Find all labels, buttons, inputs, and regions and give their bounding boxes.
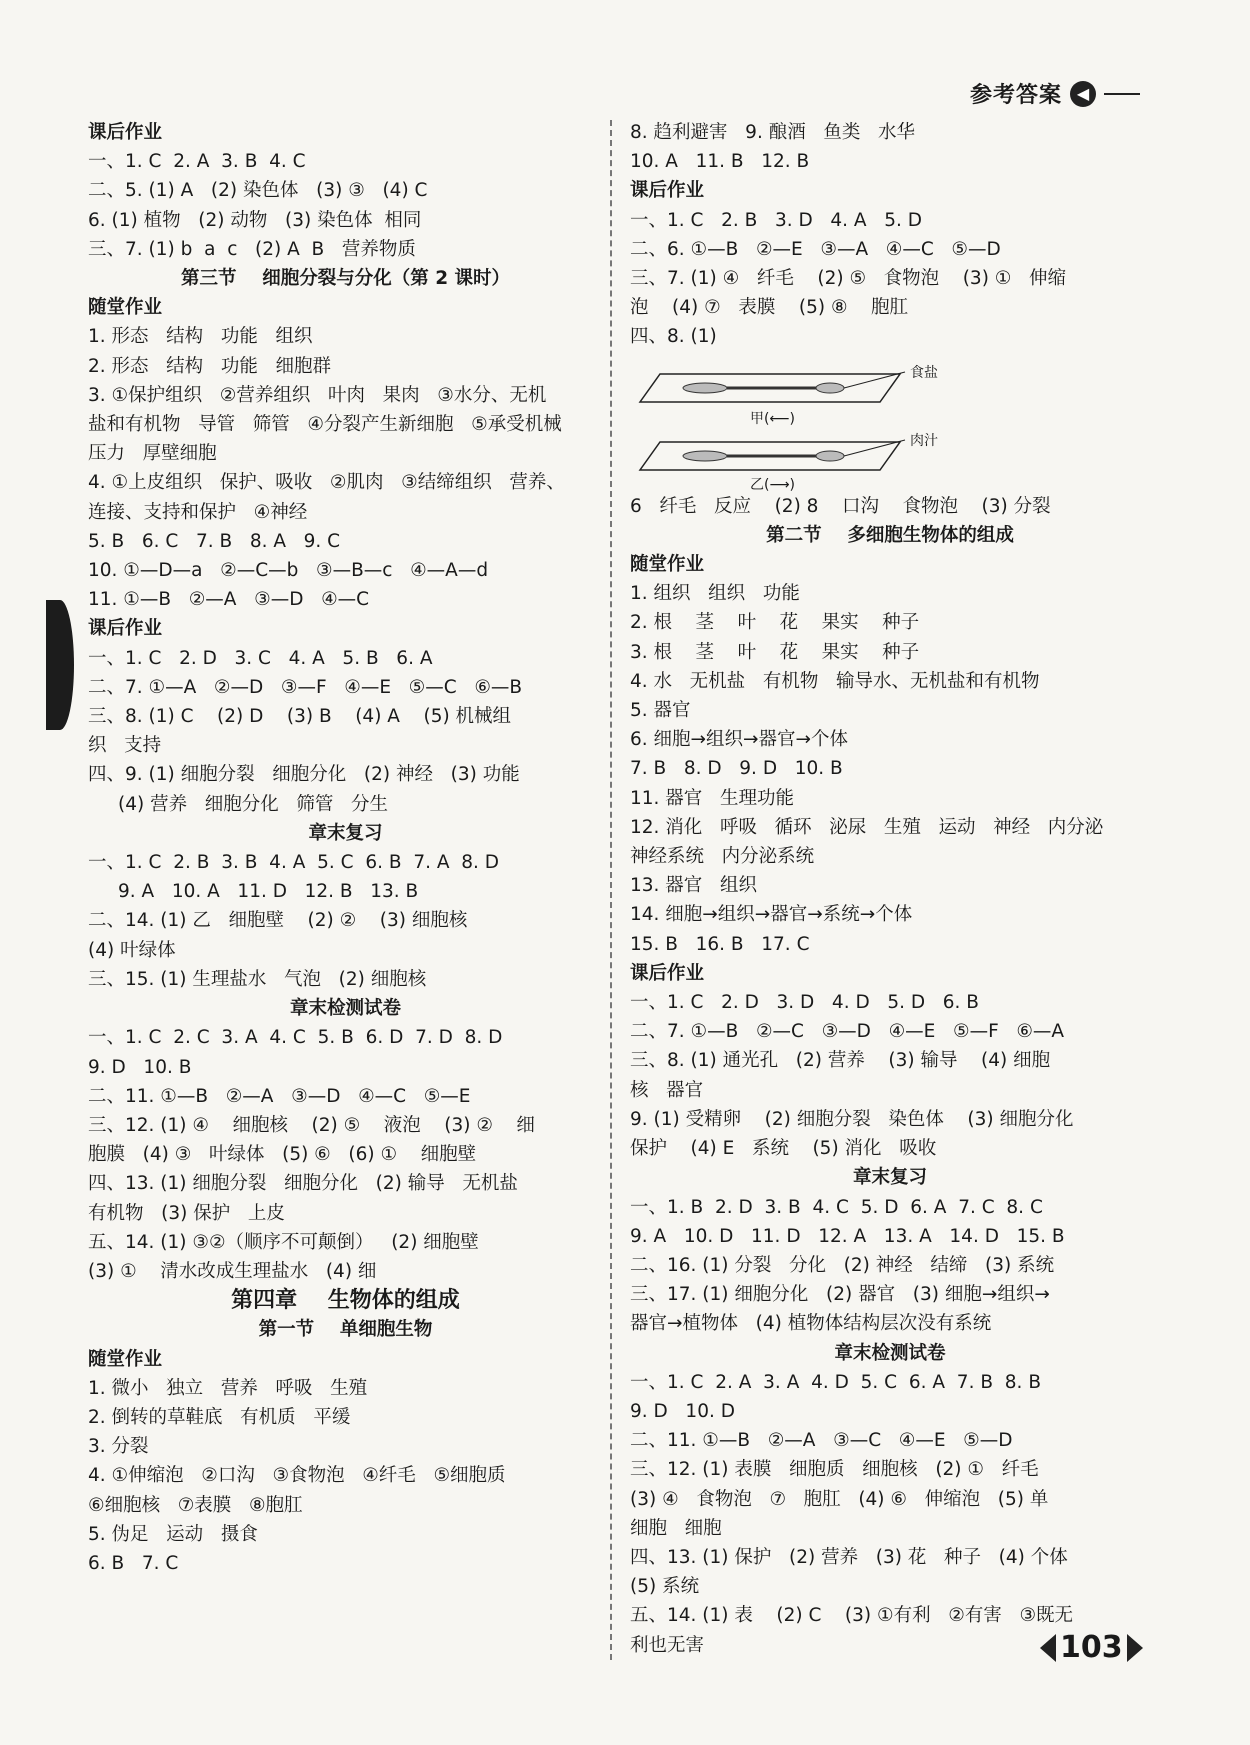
answer-line: ⑥细胞核 ⑦表膜 ⑧胞肛 xyxy=(88,1494,303,1516)
label-salt: 食盐 xyxy=(910,364,938,381)
answer-line: 1. 组织 组织 功能 xyxy=(630,583,800,605)
label-broth: 肉汁 xyxy=(910,432,938,449)
left-column xyxy=(88,118,603,1578)
section-label: 课后作业 xyxy=(88,122,163,143)
answer-line: 9. D 10. B xyxy=(88,1056,192,1078)
answer-line: 三、12. (1) ④ 细胞核 (2) ⑤ 液泡 (3) ② 细 xyxy=(88,1114,535,1136)
right-column-bottom xyxy=(630,492,1150,1660)
answer-line: 7. B 8. D 9. D 10. B xyxy=(630,758,843,780)
answer-line: 3. 根 茎 叶 花 果实 种子 xyxy=(630,641,920,663)
section-heading: 第二节 多细胞生物体的组成 xyxy=(766,524,1014,546)
header-rule xyxy=(1104,93,1140,95)
answer-line: 二、6. ①—B ②—E ③—A ④—C ⑤—D xyxy=(630,238,1001,260)
answer-line: 二、11. ①—B ②—A ③—D ④—C ⑤—E xyxy=(88,1085,471,1107)
section-heading: 第四章 生物体的组成 xyxy=(231,1288,460,1314)
answer-line: 二、7. ①—A ②—D ③—F ④—E ⑤—C ⑥—B xyxy=(88,676,523,698)
answer-line: 4. 水 无机盐 有机物 输导水、无机盐和有机物 xyxy=(630,670,1040,692)
answer-line: (3) ④ 食物泡 ⑦ 胞肛 (4) ⑥ 伸缩泡 (5) 单 xyxy=(630,1488,1049,1510)
section-label: 课后作业 xyxy=(630,962,705,984)
answer-line: 6. 细胞→组织→器官→个体 xyxy=(630,729,849,751)
answer-line: 三、15. (1) 生理盐水 气泡 (2) 细胞核 xyxy=(88,968,427,990)
left-arrow-icon xyxy=(1040,1634,1056,1662)
answer-line: 一、1. C 2. D 3. D 4. D 5. D 6. B xyxy=(630,992,979,1014)
caption-a: 甲(⟵) xyxy=(750,410,795,427)
section-label: 课后作业 xyxy=(88,618,163,640)
answer-line: 一、1. B 2. D 3. B 4. C 5. D 6. A 7. C 8. C xyxy=(630,1196,1043,1218)
answer-line: 4. ①上皮组织 保护、吸收 ②肌肉 ③结缔组织 营养、 xyxy=(88,472,565,494)
answer-line: 一、1. C 2. A 3. A 4. D 5. C 6. A 7. B 8. B xyxy=(630,1371,1042,1393)
answer-line: 5. 伪足 运动 摄食 xyxy=(88,1523,258,1545)
section-label: 随堂作业 xyxy=(88,1348,163,1370)
answer-line: 9. A 10. A 11. D 12. B 13. B xyxy=(118,881,419,903)
answer-line: 1. 微小 独立 营养 呼吸 生殖 xyxy=(88,1377,368,1399)
answer-line: 11. 器官 生理功能 xyxy=(630,787,794,809)
answer-line: 4. ①伸缩泡 ②口沟 ③食物泡 ④纤毛 ⑤细胞质 xyxy=(88,1465,506,1487)
answer-line: 14. 细胞→组织→器官→系统→个体 xyxy=(630,904,913,926)
answer-line: 9. A 10. D 11. D 12. A 13. A 14. D 15. B xyxy=(630,1225,1065,1247)
section-heading: 第一节 单细胞生物 xyxy=(258,1319,433,1341)
answer-line: 二、7. ①—B ②—C ③—D ④—E ⑤—F ⑥—A xyxy=(630,1021,1065,1043)
answer-line: 神经系统 内分泌系统 xyxy=(630,846,815,868)
answer-line: 5. 器官 xyxy=(630,700,691,722)
answer-line: 三、8. (1) C (2) D (3) B (4) A (5) 机械组 xyxy=(88,706,512,728)
answer-line: 13. 器官 组织 xyxy=(630,875,757,897)
page-number-text: 103 xyxy=(1060,1630,1123,1665)
answer-line: 四、13. (1) 保护 (2) 营养 (3) 花 种子 (4) 个体 xyxy=(630,1546,1068,1568)
answer-line: 3. 分裂 xyxy=(88,1436,149,1458)
page-header xyxy=(970,78,1140,109)
answer-line: 一、1. C 2. D 3. C 4. A 5. B 6. A xyxy=(88,647,433,669)
answer-line: 织 支持 xyxy=(88,735,162,757)
section-heading: 第三节 细胞分裂与分化（第 2 课时） xyxy=(180,268,511,290)
answer-line: 6. B 7. C xyxy=(88,1552,179,1574)
caption-b: 乙(⟶) xyxy=(750,476,795,493)
answer-line: 三、7. (1) b a c (2) A B 营养物质 xyxy=(88,238,416,260)
binding-shadow xyxy=(46,600,74,730)
answer-line: 9. D 10. D xyxy=(630,1400,735,1422)
answer-line: 2. 根 茎 叶 花 果实 种子 xyxy=(630,612,920,634)
answer-line: 6. (1) 植物 (2) 动物 (3) 染色体 相同 xyxy=(88,209,422,231)
answer-line: 有机物 (3) 保护 上皮 xyxy=(88,1202,285,1224)
slide-diagram xyxy=(630,352,1150,492)
answer-line: 四、8. (1) xyxy=(630,326,717,348)
answer-line: 核 器官 xyxy=(630,1079,704,1101)
answer-line: 2. 形态 结构 功能 细胞群 xyxy=(88,355,331,377)
answer-line: 三、17. (1) 细胞分化 (2) 器官 (3) 细胞→组织→ xyxy=(630,1284,1050,1306)
section-label: 随堂作业 xyxy=(88,297,163,319)
answer-line: 四、9. (1) 细胞分裂 细胞分化 (2) 神经 (3) 功能 xyxy=(88,764,520,786)
answer-line: 2. 倒转的草鞋底 有机质 平缓 xyxy=(88,1406,351,1428)
answer-line: 二、14. (1) 乙 细胞壁 (2) ② (3) 细胞核 xyxy=(88,910,468,932)
column-divider xyxy=(610,120,612,1660)
answer-line: 1. 形态 结构 功能 组织 xyxy=(88,326,313,348)
section-heading: 章末检测试卷 xyxy=(834,1342,946,1364)
header-title: 参考答案 xyxy=(969,83,1062,108)
answer-line: 三、8. (1) 通光孔 (2) 营养 (3) 输导 (4) 细胞 xyxy=(630,1050,1051,1072)
arrow-badge-icon: ◀ xyxy=(1070,81,1096,107)
answer-line: 5. B 6. C 7. B 8. A 9. C xyxy=(88,530,341,552)
page-number xyxy=(1040,1630,1143,1665)
answer-line: 保护 (4) E 系统 (5) 消化 吸收 xyxy=(630,1138,937,1160)
answer-line: 五、14. (1) ③②（顺序不可颠倒） (2) 细胞壁 xyxy=(88,1231,479,1253)
answer-line: (4) 营养 细胞分化 筛管 分生 xyxy=(118,793,389,815)
answer-line: 8. 趋利避害 9. 酿酒 鱼类 水华 xyxy=(630,122,915,143)
section-heading: 章末复习 xyxy=(852,1167,927,1189)
right-arrow-icon xyxy=(1127,1634,1143,1662)
answer-line: 压力 厚壁细胞 xyxy=(88,443,217,465)
answer-line: 9. (1) 受精卵 (2) 细胞分裂 染色体 (3) 细胞分化 xyxy=(630,1108,1074,1130)
answer-line: 10. A 11. B 12. B xyxy=(630,151,810,173)
answer-line: 利也无害 xyxy=(630,1634,705,1656)
answer-line: 盐和有机物 导管 筛管 ④分裂产生新细胞 ⑤承受机械 xyxy=(88,414,562,436)
answer-line: 一、1. C 2. B 3. D 4. A 5. D xyxy=(630,209,922,231)
section-heading: 章末复习 xyxy=(308,822,383,844)
answer-line: 三、12. (1) 表膜 细胞质 细胞核 (2) ① 纤毛 xyxy=(630,1459,1039,1481)
answer-line: 泡 (4) ⑦ 表膜 (5) ⑧ 胞肛 xyxy=(630,297,909,319)
answer-line: 一、1. C 2. A 3. B 4. C xyxy=(88,151,306,173)
section-label: 课后作业 xyxy=(630,180,705,202)
answer-line: 11. ①—B ②—A ③—D ④—C xyxy=(88,589,370,611)
answer-line: 10. ①—D—a ②—C—b ③—B—c ④—A—d xyxy=(88,560,489,582)
answer-line: 二、16. (1) 分裂 分化 (2) 神经 结缔 (3) 系统 xyxy=(630,1254,1055,1276)
answer-line: 器官→植物体 (4) 植物体结构层次没有系统 xyxy=(630,1313,992,1335)
answer-line: 五、14. (1) 表 (2) C (3) ①有利 ②有害 ③既无 xyxy=(630,1605,1074,1627)
answer-line: 三、7. (1) ④ 纤毛 (2) ⑤ 食物泡 (3) ① 伸缩 xyxy=(630,268,1067,290)
section-heading: 章末检测试卷 xyxy=(289,998,401,1020)
answer-line: 一、1. C 2. B 3. B 4. A 5. C 6. B 7. A 8. D xyxy=(88,852,500,874)
answer-line: 6 纤毛 反应 (2) 8 口沟 食物泡 (3) 分裂 xyxy=(630,495,1051,517)
answer-line: 四、13. (1) 细胞分裂 细胞分化 (2) 输导 无机盐 xyxy=(88,1173,518,1195)
answer-line: 12. 消化 呼吸 循环 泌尿 生殖 运动 神经 内分泌 xyxy=(630,816,1104,838)
answer-line: 细胞 细胞 xyxy=(630,1517,722,1539)
answer-line: 二、5. (1) A (2) 染色体 (3) ③ (4) C xyxy=(88,180,428,202)
answer-line: (5) 系统 xyxy=(630,1576,700,1598)
answer-line: 15. B 16. B 17. C xyxy=(630,933,810,955)
answer-line: (4) 叶绿体 xyxy=(88,939,176,961)
answer-line: (3) ① 清水改成生理盐水 (4) 细 xyxy=(88,1260,377,1282)
answer-line: 二、11. ①—B ②—A ③—C ④—E ⑤—D xyxy=(630,1430,1013,1452)
right-column-top xyxy=(630,118,1150,352)
right-column xyxy=(630,118,1150,1660)
answer-line: 连接、支持和保护 ④神经 xyxy=(88,501,308,523)
section-label: 随堂作业 xyxy=(630,554,705,576)
answer-line: 胞膜 (4) ③ 叶绿体 (5) ⑥ (6) ① 细胞壁 xyxy=(88,1144,477,1166)
answer-line: 3. ①保护组织 ②营养组织 叶肉 果肉 ③水分、无机 xyxy=(88,384,547,406)
answer-line: 一、1. C 2. C 3. A 4. C 5. B 6. D 7. D 8. D xyxy=(88,1027,503,1049)
